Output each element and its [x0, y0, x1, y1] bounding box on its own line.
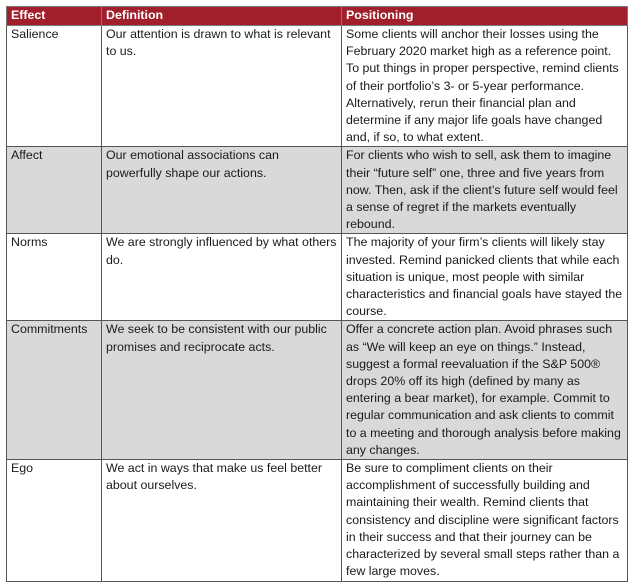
table-row-ego — [7, 460, 628, 581]
effect-cell: Affect — [7, 147, 102, 234]
positioning-cell: Offer a concrete action plan. Avoid phrases such as “We will keep an eye on things.” Instead, suggest a formal reevaluation if the S&P 500® drops 20% off its high (defined by many as entering a bear market), for example. Commit to regular communication and ask clients to commit to a meeting and thorough analysis before making any changes. — [342, 321, 628, 460]
header-definition: Definition — [102, 7, 342, 26]
behavioral-effects-table-container — [6, 6, 627, 582]
definition-cell: We seek to be consistent with our public promises and reciprocate acts. — [102, 321, 342, 460]
definition-cell: We act in ways that make us feel better about ourselves. — [102, 460, 342, 581]
definition-cell: Our attention is drawn to what is relevant to us. — [102, 26, 342, 147]
positioning-cell: The majority of your firm’s clients will likely stay invested. Remind panicked clients that while each situation is unique, most people with similar characteristics and financial goals have stayed the course. — [342, 234, 628, 321]
positioning-cell: Some clients will anchor their losses using the February 2020 market high as a reference point. To put things in proper perspective, remind clients of their portfolio’s 3- or 5-year performance. Alternatively, rerun their financial plan and determine if any major life goals have changed and, if so, to what extent. — [342, 26, 628, 147]
behavioral-effects-table — [6, 6, 628, 582]
table-row-salience — [7, 26, 628, 147]
header-effect: Effect — [7, 7, 102, 26]
definition-cell: We are strongly influenced by what others do. — [102, 234, 342, 321]
positioning-cell: For clients who wish to sell, ask them to imagine their “future self” one, three and five years from now. Then, ask if the client’s future self would feel a sense of regret if the markets eventually rebound. — [342, 147, 628, 234]
header-positioning: Positioning — [342, 7, 628, 26]
effect-cell: Ego — [7, 460, 102, 581]
positioning-cell: Be sure to compliment clients on their accomplishment of successfully building and maintaining their wealth. Remind clients that consistency and discipline were significant factors in their success and that their journey can be characterized by several small steps rather than a few large moves. — [342, 460, 628, 581]
effect-cell: Commitments — [7, 321, 102, 460]
table-row-affect — [7, 147, 628, 234]
definition-cell: Our emotional associations can powerfully shape our actions. — [102, 147, 342, 234]
table-row-norms — [7, 234, 628, 321]
effect-cell: Salience — [7, 26, 102, 147]
table-row-commitments — [7, 321, 628, 460]
effect-cell: Norms — [7, 234, 102, 321]
table-header-row — [7, 7, 628, 26]
